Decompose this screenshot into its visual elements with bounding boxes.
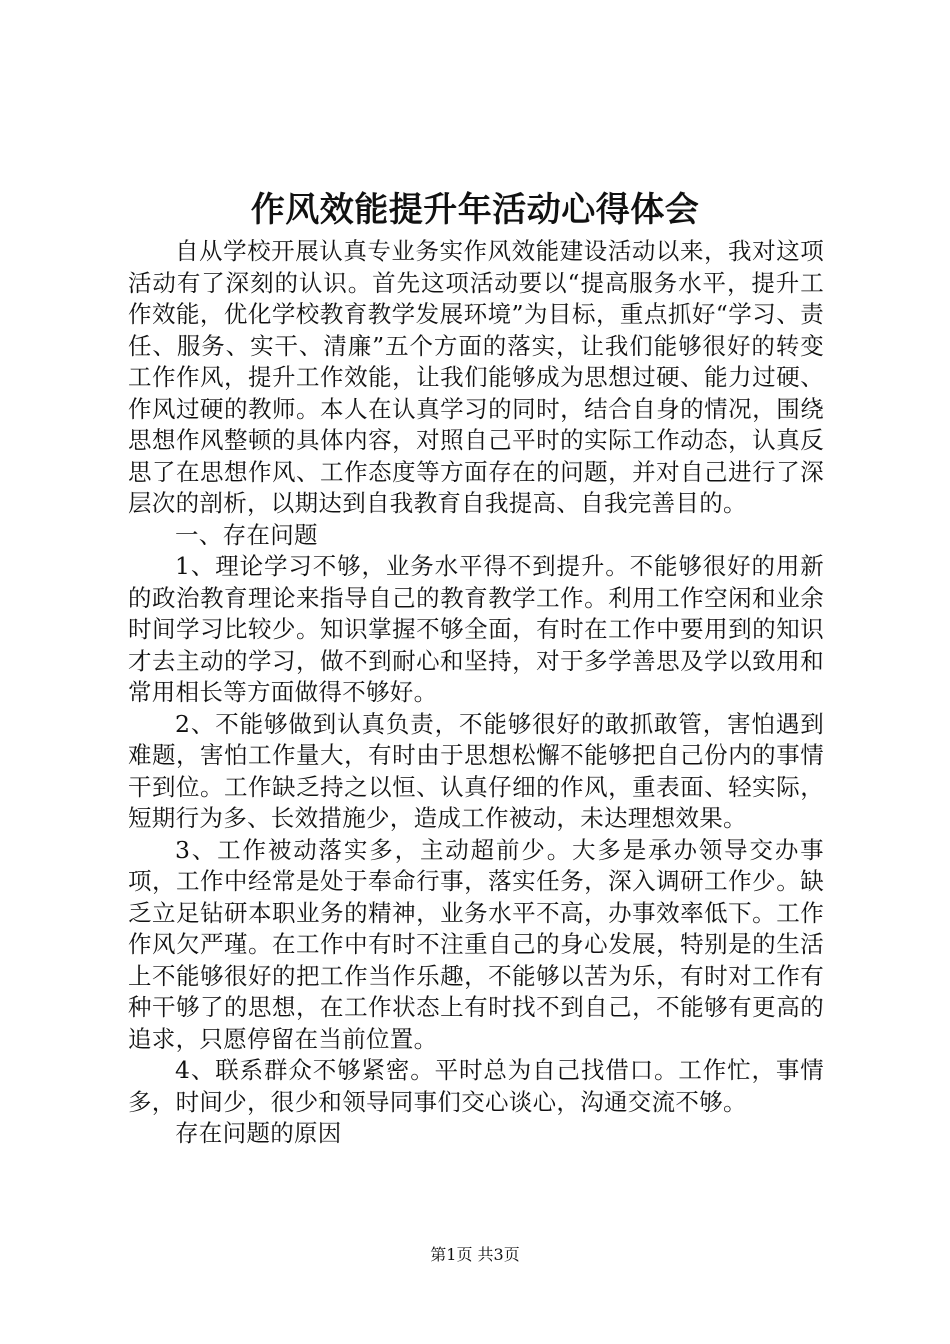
document-body bbox=[128, 236, 824, 1150]
paragraph-problem-1: 1、理论学习不够，业务水平得不到提升。不能够很好的用新的政治教育理论来指导自己的教育教学工作。利用工作空闲和业余时间学习比较少。知识掌握不够全面，有时在工作中要用到的知识才去主动的学习，做不到耐心和坚持，对于多学善思及学以致用和常用相长等方面做得不够好。 bbox=[128, 552, 824, 706]
paragraph-problem-4: 4、联系群众不够紧密。平时总为自己找借口。工作忙，事情多，时间少，很少和领导同事们交心谈心，沟通交流不够。 bbox=[128, 1056, 824, 1116]
section-heading-problems: 一、存在问题 bbox=[175, 520, 318, 549]
document-title: 作风效能提升年活动心得体会 bbox=[250, 190, 700, 230]
section-heading-causes: 存在问题的原因 bbox=[175, 1119, 342, 1147]
paragraph-problem-2: 2、不能够做到认真负责，不能够很好的敢抓敢管，害怕遇到难题，害怕工作量大，有时由于思想松懈不能够把自己份内的事情干到位。工作缺乏持之以恒、认真仔细的作风，重表面、轻实际，短期行为多、长效措施少，造成工作被动，未达理想效果。 bbox=[128, 709, 824, 832]
page-footer: 第1页 共3页 bbox=[430, 1245, 520, 1264]
paragraph-intro: 自从学校开展认真专业务实作风效能建设活动以来，我对这项活动有了深刻的认识。首先这项活动要以“提高服务水平，提升工作效能，优化学校教育教学发展环境”为目标，重点抓好“学习、责任、服务、实干、清廉”五个方面的落实，让我们能够很好的转变工作作风，提升工作效能，让我们能够成为思想过硬、能力过硬、作风过硬的教师。本人在认真学习的同时，结合自身的情况，围绕思想作风整顿的具体内容，对照自己平时的实际工作动态，认真反思了在思想作风、工作态度等方面存在的问题，并对自己进行了深层次的剖析，以期达到自我教育自我提高、自我完善目的。 bbox=[128, 237, 824, 517]
paragraph-problem-3: 3、工作被动落实多，主动超前少。大多是承办领导交办事项，工作中经常是处于奉命行事，落实任务，深入调研工作少。缺乏立足钻研本职业务的精神，业务水平不高，办事效率低下。工作作风欠严瑾。在工作中有时不注重自己的身心发展，特别是的生活上不能够很好的把工作当作乐趣，不能够以苦为乐，有时对工作有种干够了的思想，在工作状态上有时找不到自己，不能够有更高的追求，只愿停留在当前位置。 bbox=[128, 835, 824, 1053]
